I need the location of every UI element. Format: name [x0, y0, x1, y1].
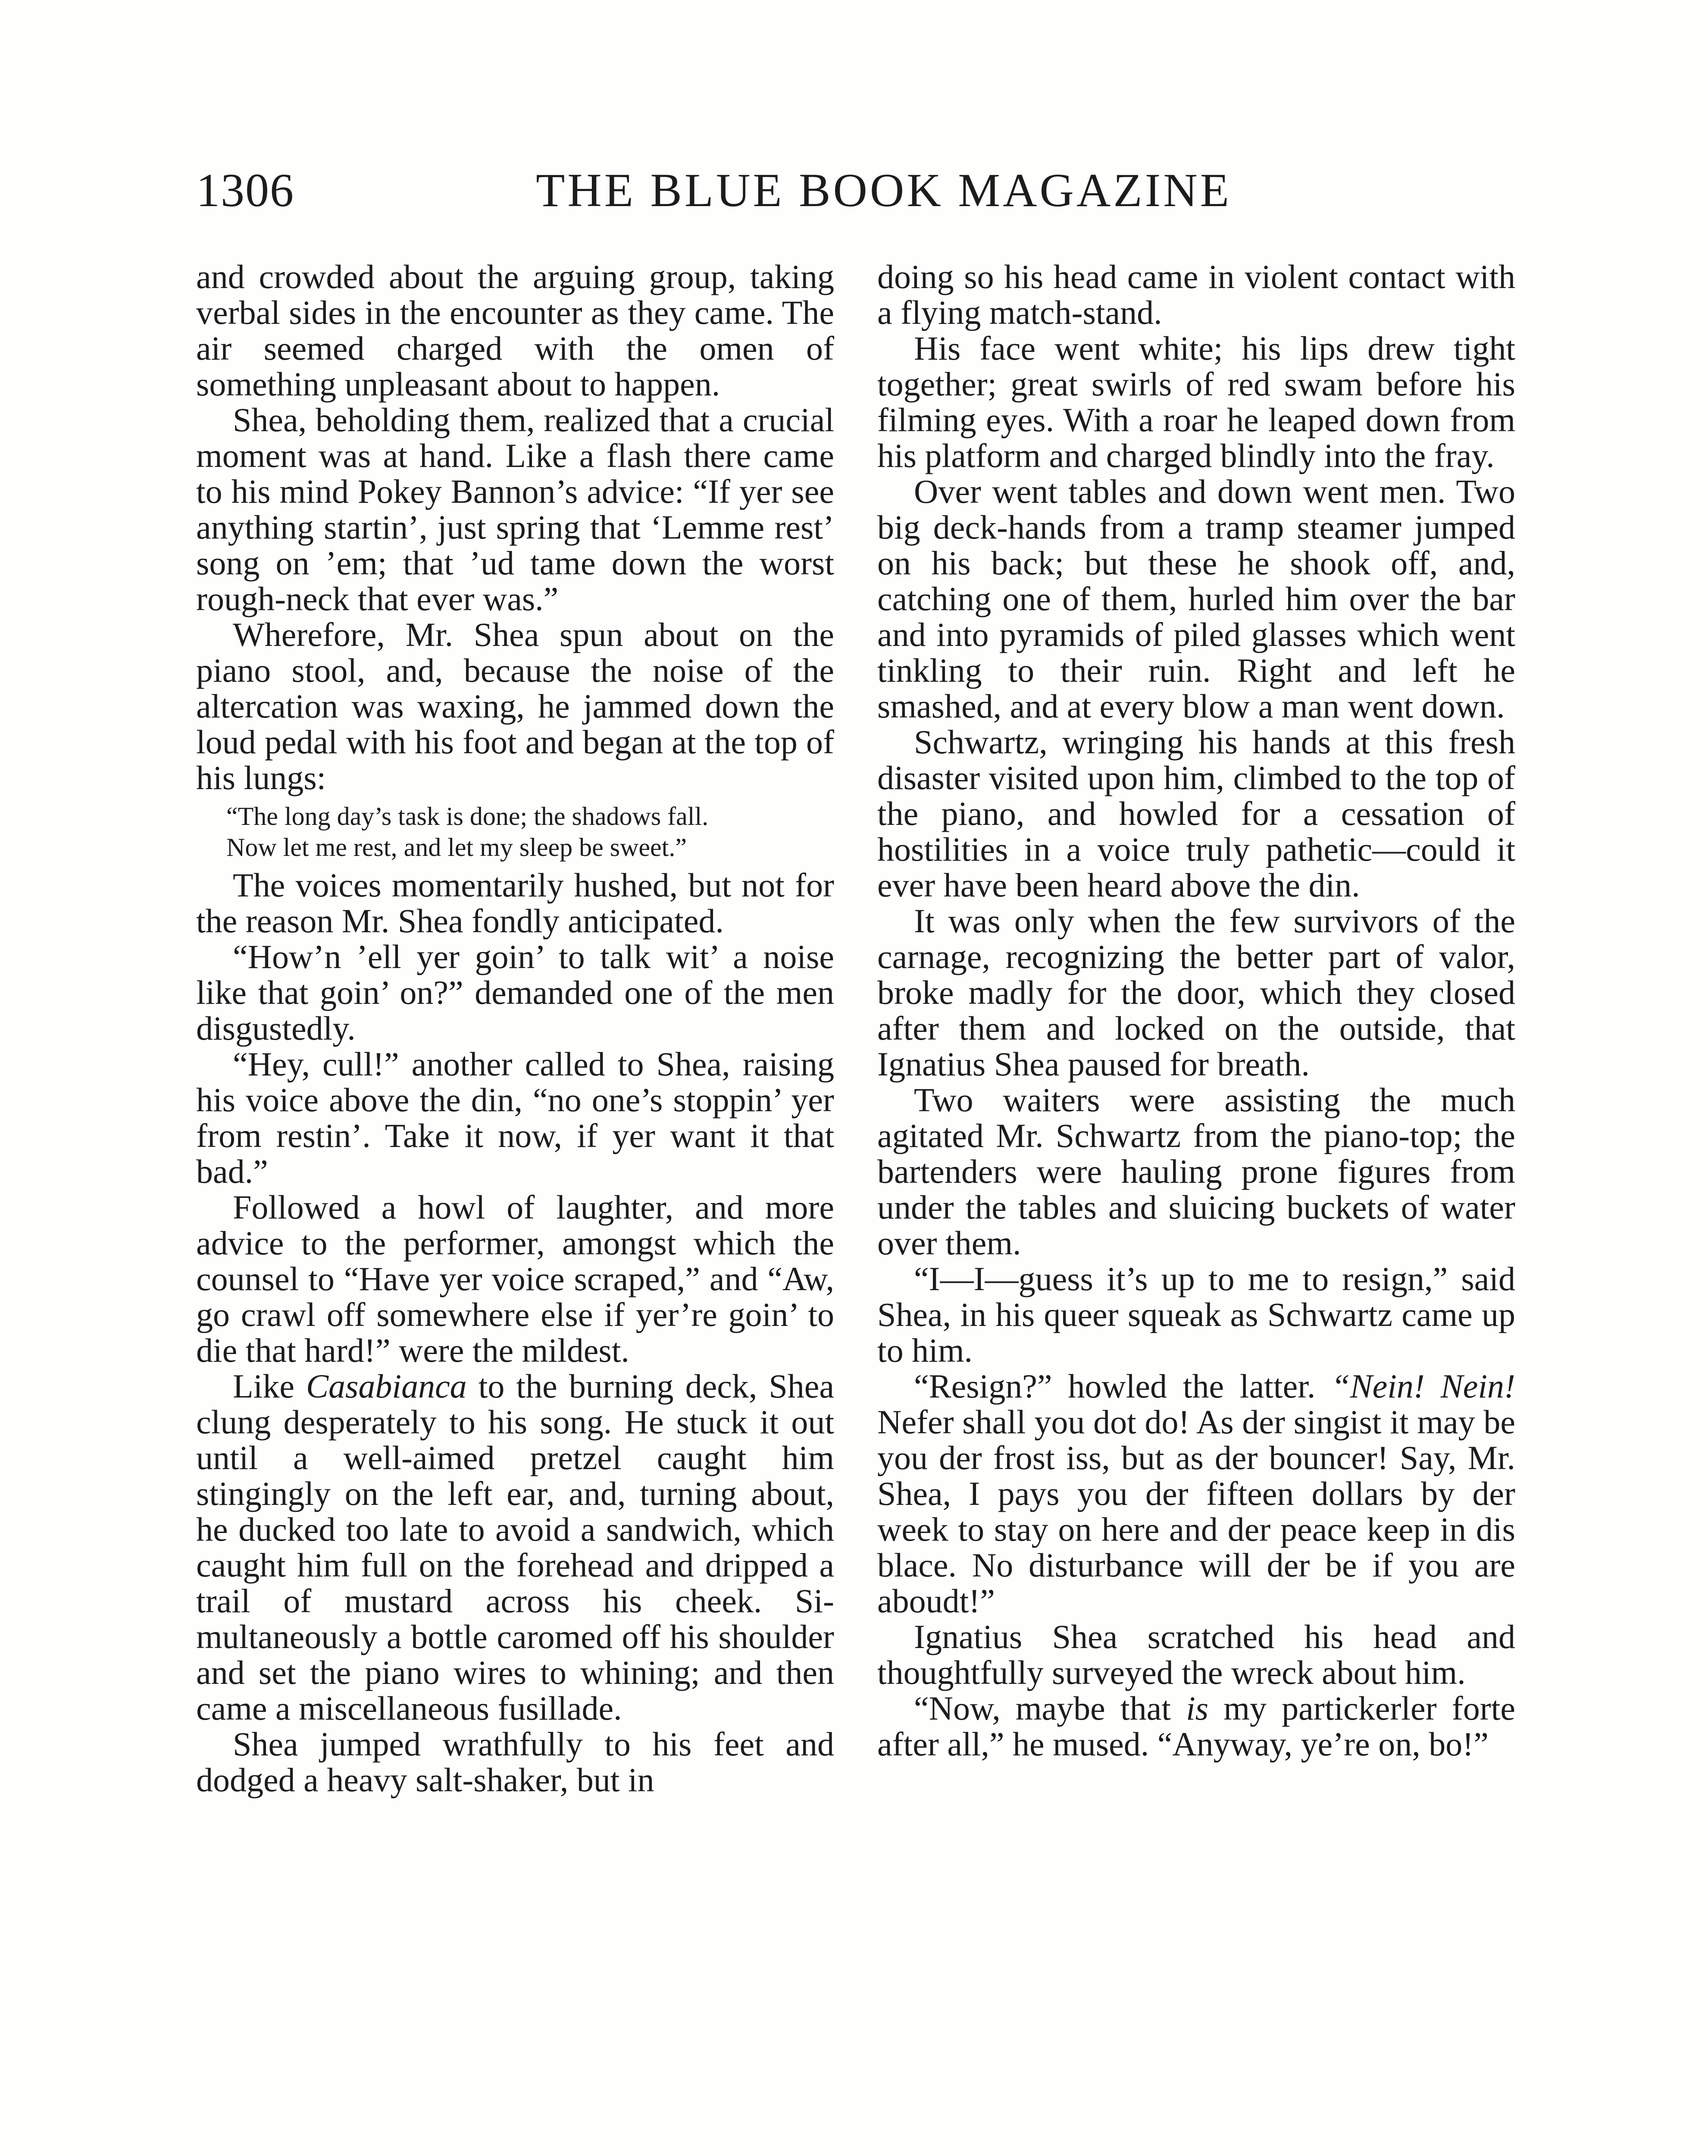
text-run: “Resign?” howled the latter.	[914, 1367, 1332, 1405]
paragraph: Followed a howl of laughter, and more advice to the performer, amongst which the counsel to “Have yer voice scraped,” and “Aw, go crawl off somewhere else if yer’re goin’ to die that hard!” were the mildest.	[196, 1188, 834, 1369]
paragraph: Over went tables and down went men. Two big deck-hands from a tramp steamer jumped on his back; but these he shook off, and, catching one of them, hurled him over the bar and into pyramids of piled glasses which went tinkling to their ruin. Right and left he smashed, and at every blow a man went down.	[877, 473, 1515, 725]
paragraph: It was only when the few survivors of the carnage, recognizing the better part of valor, broke madly for the door, which they closed after them and locked on the outside, that Ignatius Shea paused for breath.	[877, 902, 1515, 1083]
text-run: Nefer shall you dot do! As der singist it may be you der frost iss, but as der bouncer! Say, Mr. Shea, I pays you der fifteen dollars by der week to stay on here and der peace keep in dis blace. No disturbance will der be if you are aboudt!”	[877, 1403, 1515, 1620]
text-run: my partickerler forte after all,” he mused. “Anyway, ye’re on, bo!”	[877, 1689, 1515, 1763]
paragraph: Ignatius Shea scratched his head and thoughtfully surveyed the wreck about him.	[877, 1618, 1515, 1691]
text-run: “Now, maybe that	[914, 1689, 1186, 1727]
italic-exclamation: “Nein! Nein!	[1331, 1367, 1515, 1405]
italic-title: Casabianca	[306, 1367, 467, 1405]
text-run: to the burning deck, Shea clung desperately to his song. He stuck it out until a well-aimed pretzel caught him stingingly on the left ear, and, turning about, he ducked too late to avoid a sandwich, which caught him full on the forehead and dripped a trail of mustard across his cheek. Simultaneously a bottle caromed off his shoulder and set the piano wires to whining; and then came a miscellaneous fusillade.	[196, 1367, 835, 1727]
paragraph: The voices momentarily hushed, but not for the reason Mr. Shea fondly anticipated.	[196, 866, 834, 940]
page-number: 1306	[196, 164, 294, 216]
paragraph: doing so his head came in violent contact with a flying match-stand.	[877, 258, 1515, 331]
paragraph: “Hey, cull!” another called to Shea, raising his voice above the din, “no one’s stoppin’ yer from restin’. Take it now, if yer want it that bad.”	[196, 1045, 834, 1190]
paragraph	[877, 1368, 1515, 1619]
paragraph	[877, 1690, 1515, 1762]
verse-line: Now let me rest, and let my sleep be sweet.”	[226, 833, 687, 862]
paragraph	[196, 1368, 834, 1726]
right-column	[877, 259, 1515, 1762]
paragraph: His face went white; his lips drew tight together; great swirls of red swam before his filming eyes. With a roar he leaped down from his platform and charged blindly into the fray.	[877, 329, 1515, 474]
text-run: Like	[233, 1367, 307, 1405]
paragraph: Shea jumped wrathfully to his feet and dodged a heavy salt-shaker, but in	[196, 1725, 834, 1799]
paragraph: Wherefore, Mr. Shea spun about on the piano stool, and, because the noise of the altercation was waxing, he jammed down the loud pedal with his foot and began at the top of his lungs:	[196, 616, 834, 796]
paragraph: “How’n ’ell yer goin’ to talk wit’ a noise like that goin’ on?” demanded one of the men disgustedly.	[196, 938, 834, 1047]
running-head: THE BLUE BOOK MAGAZINE	[536, 164, 1232, 216]
paragraph: Shea, beholding them, realized that a crucial moment was at hand. Like a flash there came to his mind Pokey Bannon’s advice: “If yer see anything startin’, just spring that ‘Lemme rest’ song on ’em; that ’ud tame down the worst rough-neck that ever was.”	[196, 401, 834, 617]
paragraph: Schwartz, wringing his hands at this fresh disaster visited upon him, climbed to the top of the piano, and howled for a cessation of hostilities in a voice truly pathetic—could it ever have been heard above the din.	[877, 723, 1515, 904]
paragraph: and crowded about the arguing group, taking verbal sides in the encounter as they came. The air seemed charged with the omen of something unpleasant about to happen.	[196, 258, 834, 403]
page-header	[196, 163, 1511, 228]
italic-word: is	[1186, 1689, 1209, 1727]
verse-line: “The long day’s task is done; the shadows fall.	[226, 802, 709, 830]
paragraph: Two waiters were assisting the much agitated Mr. Schwartz from the piano-top; the bartenders were hauling prone figures from under the tables and sluicing buckets of water over them.	[877, 1081, 1515, 1262]
left-column	[196, 259, 834, 1798]
song-verse	[196, 802, 834, 862]
paragraph: “I—I—guess it’s up to me to resign,” said Shea, in his queer squeak as Schwartz came up to him.	[877, 1260, 1515, 1369]
